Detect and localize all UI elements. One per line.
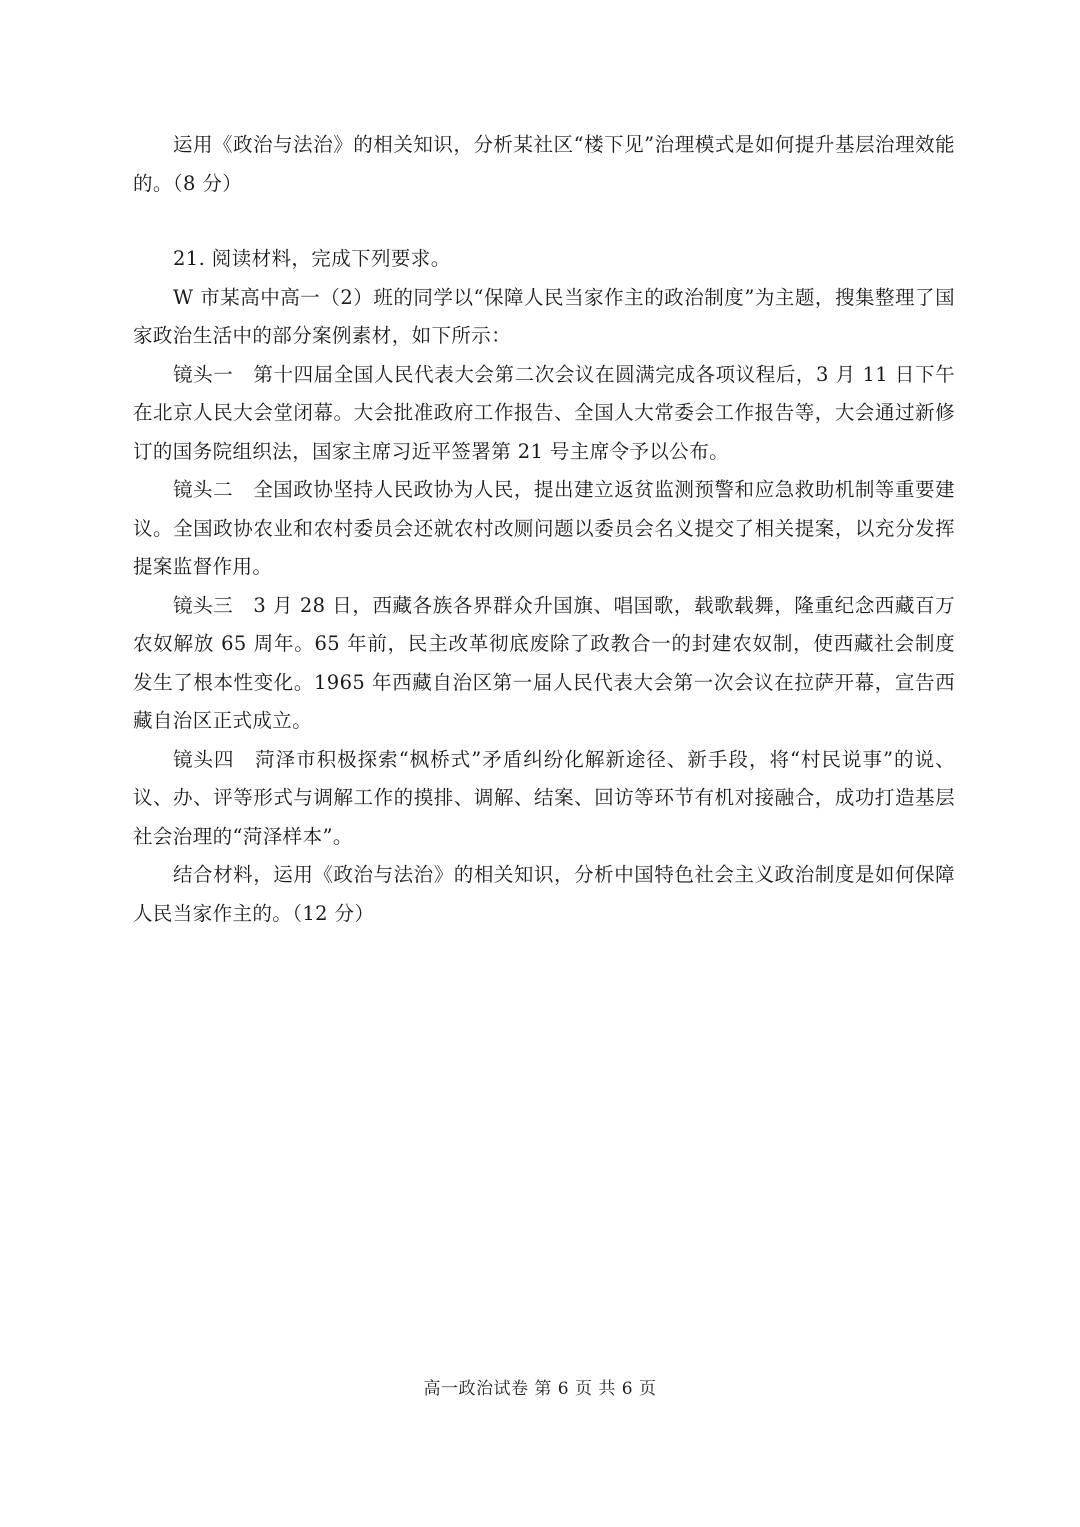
question-20-prompt: 运用《政治与法治》的相关知识，分析某社区“楼下见”治理模式是如何提升基层治理效能的。（8 分） <box>133 133 955 195</box>
question-21-task: 结合材料，运用《政治与法治》的相关知识，分析中国特色社会主义政治制度是如何保障人民当家作主的。（12 分） <box>133 863 955 925</box>
question-21-intro: W 市某高中高一（2）班的同学以“保障人民当家作主的政治制度”为主题，搜集整理了国家政治生活中的部分案例素材，如下所示： <box>133 285 955 347</box>
scene-3: 镜头三 3 月 28 日，西藏各族各界群众升国旗、唱国歌，载歌载舞，隆重纪念西藏百万农奴解放 65 周年。65 年前，民主改革彻底废除了政教合一的封建农奴制，使西藏社会制度发生了根本性变化。1965 年西藏自治区第一届人民代表大会第一次会议在拉萨开幕，宣告西藏自治区正式成立。 <box>133 593 955 732</box>
page-content <box>133 126 955 933</box>
question-21-heading: 21. 阅读材料，完成下列要求。 <box>173 247 451 270</box>
scene-4: 镜头四 菏泽市积极探索“枫桥式”矛盾纠纷化解新途径、新手段，将“村民说事”的说、议、办、评等形式与调解工作的摸排、调解、结案、回访等环节有机对接融合，成功打造基层社会治理的“菏泽样本”。 <box>133 747 955 848</box>
scene-2: 镜头二 全国政协坚持人民政协为人民，提出建立返贫监测预警和应急救助机制等重要建议。全国政协农业和农村委员会还就农村改厕问题以委员会名义提交了相关提案，以充分发挥提案监督作用。 <box>133 478 955 578</box>
scene-1: 镜头一 第十四届全国人民代表大会第二次会议在圆满完成各项议程后，3 月 11 日下午在北京人民大会堂闭幕。大会批准政府工作报告、全国人大常委会工作报告等，大会通过新修订的国务院组织法，国家主席习近平签署第 21 号主席令予以公布。 <box>133 362 955 463</box>
section-gap <box>133 203 955 240</box>
page-footer: 高一政治试卷 第 6 页 共 6 页 <box>423 1379 657 1399</box>
